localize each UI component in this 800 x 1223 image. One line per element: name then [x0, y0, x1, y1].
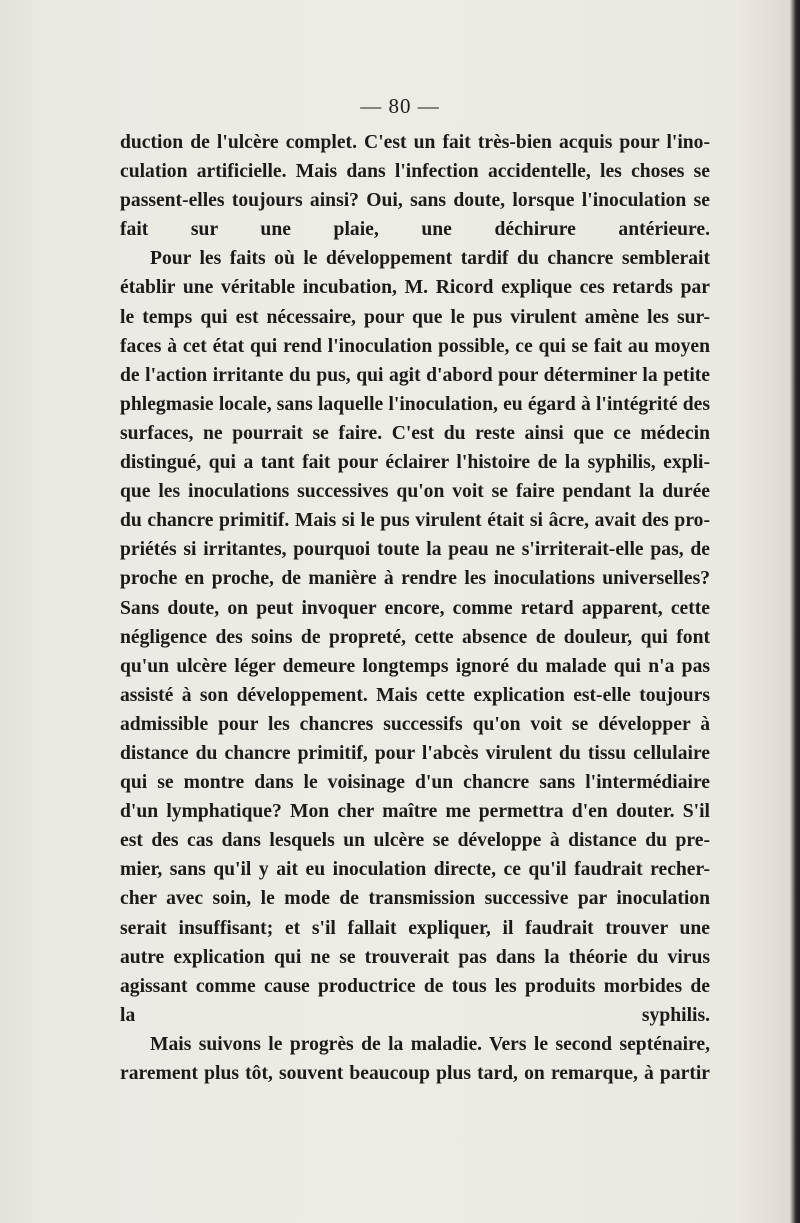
text-line: de l'action irritante du pus, qui agit d'abord pour déterminer la petite	[120, 364, 710, 386]
text-line: est des cas dans lesquels un ulcère se développe à distance du pre-	[120, 830, 710, 852]
text-line: d'un lymphatique? Mon cher maître me permettra d'en douter. S'il	[120, 801, 710, 823]
page-edge-shadow	[790, 0, 800, 1223]
text-line: assisté à son développement. Mais cette explication est-elle toujours	[120, 684, 710, 706]
text-line: proche en proche, de manière à rendre les inoculations universelles?	[120, 568, 710, 590]
text-line: duction de l'ulcère complet. C'est un fait très-bien acquis pour l'ino-	[120, 132, 710, 153]
text-line: rarement plus tôt, souvent beaucoup plus tard, on remarque, à partir	[120, 1063, 710, 1084]
text-line: Sans doute, on peut invoquer encore, comme retard apparent, cette	[120, 597, 710, 619]
text-line: surfaces, ne pourrait se faire. C'est du reste ainsi que ce médecin	[120, 422, 710, 444]
text-line: phlegmasie locale, sans laquelle l'inoculation, eu égard à l'intégrité des	[120, 393, 710, 415]
text-line: distance du chancre primitif, pour l'abcès virulent du tissu cellulaire	[120, 742, 710, 764]
text-line: agissant comme cause productrice de tous les produits morbides de	[120, 975, 710, 997]
body-text	[120, 128, 710, 1088]
text-line: serait insuffisant; et s'il fallait expliquer, il faudrait trouver une	[120, 917, 710, 939]
text-line: du chancre primitif. Mais si le pus virulent était si âcre, avait des pro-	[120, 510, 710, 532]
text-line: distingué, qui a tant fait pour éclairer l'histoire de la syphilis, expli-	[120, 452, 710, 474]
text-line: passent-elles toujours ainsi? Oui, sans doute, lorsque l'inoculation se	[120, 190, 710, 212]
text-line: que les inoculations successives qu'on voit se faire pendant la durée	[120, 481, 710, 503]
text-line: admissible pour les chancres successifs qu'on voit se développer à	[120, 713, 710, 735]
text-line: culation artificielle. Mais dans l'infection accidentelle, les choses se	[120, 161, 710, 183]
text-line: Pour les faits où le développement tardif du chancre semblerait	[150, 248, 710, 270]
text-line: le temps qui est nécessaire, pour que le pus virulent amène les sur-	[120, 306, 710, 328]
text-line: priétés si irritantes, pourquoi toute la peau ne s'irriterait-elle pas, de	[120, 539, 710, 561]
text-line: mier, sans qu'il y ait eu inoculation directe, ce qu'il faudrait recher-	[120, 859, 710, 881]
text-line: qu'un ulcère léger demeure longtemps ignoré du malade qui n'a pas	[120, 655, 710, 677]
text-line: établir une véritable incubation, M. Ricord explique ces retards par	[120, 277, 710, 299]
page-number: — 80 —	[360, 94, 440, 118]
text-line: fait sur une plaie, une déchirure antérieure.	[120, 219, 710, 241]
text-line: qui se montre dans le voisinage d'un chancre sans l'intermédiaire	[120, 772, 710, 794]
text-line: cher avec soin, le mode de transmission successive par inoculation	[120, 888, 710, 910]
text-line: faces à cet état qui rend l'inoculation possible, ce qui se fait au moyen	[120, 335, 710, 357]
text-line: Mais suivons le progrès de la maladie. Vers le second septénaire,	[150, 1033, 710, 1055]
text-line: la syphilis.	[120, 1004, 710, 1026]
text-line: autre explication qui ne se trouverait pas dans la théorie du virus	[120, 946, 710, 968]
text-line: négligence des soins de propreté, cette absence de douleur, qui font	[120, 626, 710, 648]
